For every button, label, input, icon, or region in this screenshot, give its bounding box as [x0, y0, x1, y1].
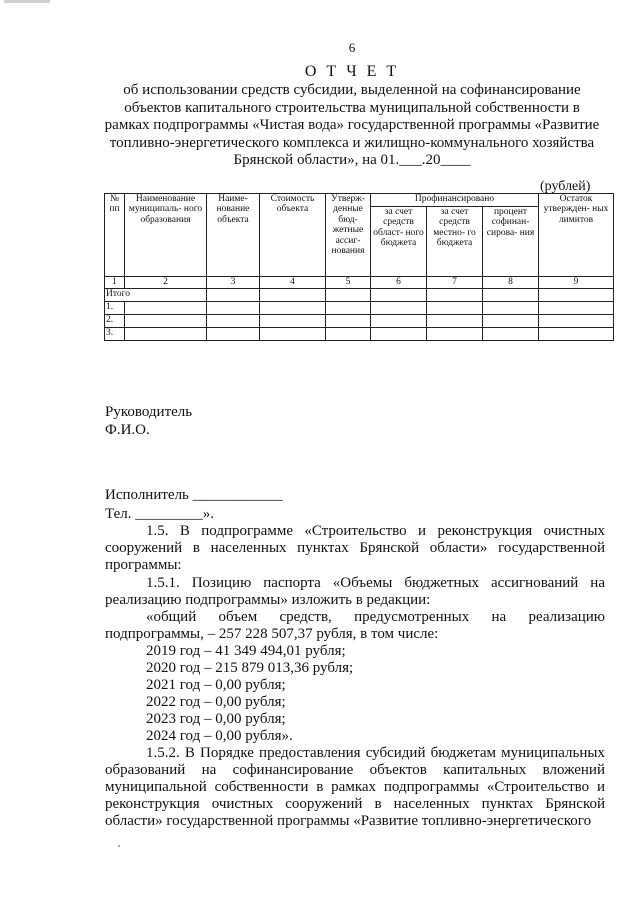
year-line: 2021 год – 0,00 рубля;	[146, 677, 286, 693]
column-number: 6	[371, 277, 427, 289]
subtitle-line: объектов капитального строительства муниципальной собственности в	[124, 99, 580, 116]
column-number: 7	[427, 277, 483, 289]
executor-label: Исполнитель ____________	[105, 487, 283, 503]
column-number: 9	[539, 277, 614, 289]
header-object-cost: Стоимость объекта	[260, 194, 326, 277]
column-number: 5	[326, 277, 371, 289]
page-number: 6	[348, 40, 356, 55]
phone-label: Тел. _________».	[105, 506, 214, 522]
table-row	[105, 315, 614, 328]
year-line: 2022 год – 0,00 рубля;	[146, 694, 286, 710]
row-label: 1.	[105, 302, 125, 315]
header-approved: Утверж- денные бюд- жетные ассиг- нования	[326, 194, 371, 277]
subtitle-line: Брянской области», на 01.___.20____	[233, 152, 471, 169]
header-percent: процент софинан- сирова- ния	[483, 207, 539, 277]
report-title: О Т Ч Е Т	[304, 63, 400, 80]
row-label: 2.	[105, 315, 125, 328]
table-total-row	[105, 289, 614, 302]
column-number: 2	[125, 277, 207, 289]
table-header-row	[105, 194, 614, 207]
column-number: 4	[260, 277, 326, 289]
scan-artifact	[4, 0, 50, 3]
paragraph-volume: «общий объем средств, предусмотренных на реализацию подпрограммы, – 257 228 507,37 рубля, в том числе:	[105, 609, 605, 642]
year-line: 2023 год – 0,00 рубля;	[146, 711, 286, 727]
fio-label: Ф.И.О.	[105, 422, 150, 438]
head-label: Руководитель	[105, 404, 193, 420]
paragraph-1-5-1: 1.5.1. Позицию паспорта «Объемы бюджетных ассигнований на реализацию подпрограммы» изложить в редакции:	[105, 575, 605, 608]
subtitle-line: об использовании средств субсидии, выделенной на софинансирование	[123, 82, 581, 98]
table-row	[105, 302, 614, 315]
header-remaining: Остаток утвержден- ных лимитов	[539, 194, 614, 277]
column-number: 1	[105, 277, 125, 289]
table-column-numbers	[105, 277, 614, 289]
year-line: 2019 год – 41 349 494,01 рубля;	[146, 643, 346, 659]
year-line: 2020 год – 215 879 013,36 рубля;	[146, 660, 354, 676]
total-label: Итого	[105, 289, 207, 302]
header-municipality: Наименование муниципаль- ного образования	[125, 194, 207, 277]
header-regional: за счет средств област- ного бюджета	[371, 207, 427, 277]
row-label: 3.	[105, 328, 125, 341]
subtitle-line: рамках подпрограммы «Чистая вода» государственной программы «Развитие	[104, 117, 600, 134]
paragraph-1-5: 1.5. В подпрограмме «Строительство и реконструкция очистных сооружений в населенных пунктах Брянской области» государственной программы:	[105, 523, 605, 573]
report-subtitle	[100, 82, 604, 170]
header-object-name: Наиме- нование объекта	[207, 194, 260, 277]
report-table	[104, 193, 614, 341]
header-no: № пп	[105, 194, 125, 277]
paragraph-1-5-2: 1.5.2. В Порядке предоставления субсидий бюджетам муниципальных образований на софинансирование объектов капитальных вложений муниципальной собственности в рамках подпрограммы «Строительство и реконструкция очистных сооружений в населенных пунктах Брянской области» государственной программы «Развитие топливно-энергетического	[105, 745, 605, 829]
header-local: за счет средств местно- го бюджета	[427, 207, 483, 277]
header-financed: Профинансировано	[371, 194, 539, 207]
subtitle-line: топливно-энергетического комплекса и жилищно-коммунального хозяйства	[109, 134, 595, 151]
units-label: (рублей)	[540, 179, 591, 194]
column-number: 8	[483, 277, 539, 289]
year-line: 2024 год – 0,00 рубля».	[146, 728, 293, 744]
table-row	[105, 328, 614, 341]
scan-artifact-dot	[118, 845, 120, 847]
column-number: 3	[207, 277, 260, 289]
